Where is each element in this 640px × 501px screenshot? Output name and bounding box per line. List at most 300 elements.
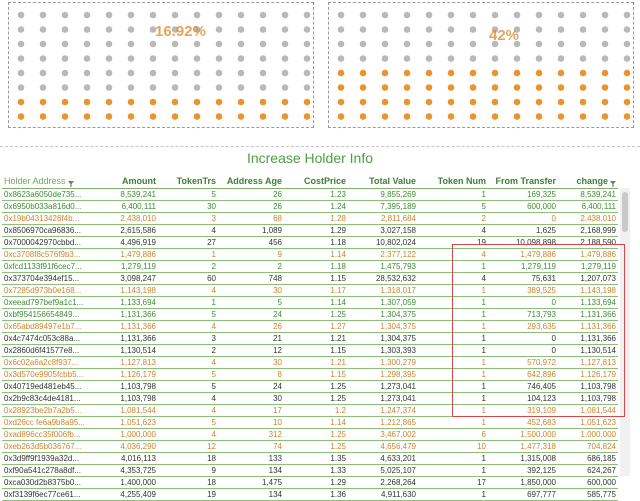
table-cell: 1.35 xyxy=(284,453,348,465)
table-cell: 17 xyxy=(218,405,284,417)
holder-dot-empty xyxy=(536,55,543,62)
table-cell: 1.25 xyxy=(284,309,348,321)
table-row[interactable] xyxy=(2,345,618,357)
holder-dot-empty xyxy=(62,26,69,33)
table-cell: 26 xyxy=(218,321,284,333)
table-cell: 4,911,630 xyxy=(348,489,418,501)
holder-dot-empty xyxy=(18,55,25,62)
table-cell: 1,133,694 xyxy=(100,297,158,309)
holder-dot-empty xyxy=(172,70,179,77)
table-row[interactable] xyxy=(2,465,618,477)
table-cell: 319,109 xyxy=(488,405,558,417)
table-cell: 8,539,241 xyxy=(100,189,158,201)
table-cell: 9 xyxy=(218,249,284,261)
table-row[interactable] xyxy=(2,321,618,333)
table-cell: 0 xyxy=(488,297,558,309)
table-cell: 3,098,247 xyxy=(100,273,158,285)
table-cell: 1 xyxy=(418,465,488,477)
holder-dot-filled xyxy=(194,99,201,106)
table-row[interactable] xyxy=(2,441,618,453)
table-cell: 0x3d9ff9f1939a32d... xyxy=(2,453,100,465)
table-cell: 12 xyxy=(218,345,284,357)
table-cell: 3,027,158 xyxy=(348,225,418,237)
holder-dot-filled xyxy=(382,84,389,91)
table-cell: 1,307,059 xyxy=(348,297,418,309)
table-cell: 1 xyxy=(418,345,488,357)
table-cell: 2,438,010 xyxy=(558,213,618,225)
table-cell: 1,625 xyxy=(488,225,558,237)
holder-dot-empty xyxy=(558,55,565,62)
table-cell: 1.14 xyxy=(284,249,348,261)
table-cell: 585,775 xyxy=(558,489,618,501)
table-row[interactable] xyxy=(2,429,618,441)
holder-dot-empty xyxy=(128,55,135,62)
holder-dot-empty xyxy=(106,84,113,91)
table-cell: 1,303,393 xyxy=(348,345,418,357)
holder-dot-filled xyxy=(624,113,631,120)
table-cell: 1,089 xyxy=(218,225,284,237)
holder-dot-empty xyxy=(194,55,201,62)
holder-dot-empty xyxy=(304,84,311,91)
table-row[interactable] xyxy=(2,201,618,213)
holder-dot-empty xyxy=(404,55,411,62)
table-cell: 1,304,375 xyxy=(348,309,418,321)
holder-dot-filled xyxy=(128,113,135,120)
table-cell: 0x3d570e9905fcbb5... xyxy=(2,369,100,381)
table-cell: 4 xyxy=(158,285,218,297)
holder-dot-filled xyxy=(304,113,311,120)
holder-dot-empty xyxy=(260,41,267,48)
holder-dot-filled xyxy=(216,99,223,106)
holder-dot-empty xyxy=(106,26,113,33)
table-cell: 1,133,694 xyxy=(558,297,618,309)
table-cell: 0xc3708f8c576f9b3... xyxy=(2,249,100,261)
holder-dot-empty xyxy=(580,12,587,19)
table-cell: 4 xyxy=(158,225,218,237)
table-cell: 1.25 xyxy=(284,429,348,441)
holder-dot-empty xyxy=(62,55,69,62)
table-cell: 1.24 xyxy=(284,201,348,213)
column-header-costprice[interactable]: CostPrice xyxy=(284,174,348,189)
table-cell: 4,656,479 xyxy=(348,441,418,453)
table-cell: 0x4c7474c053c88a... xyxy=(2,333,100,345)
holder-dot-empty xyxy=(216,26,223,33)
holder-dot-filled xyxy=(426,113,433,120)
holder-dot-filled xyxy=(238,99,245,106)
table-cell: 1.15 xyxy=(284,345,348,357)
table-cell: 5 xyxy=(158,381,218,393)
holder-dot-empty xyxy=(194,70,201,77)
holder-dot-empty xyxy=(40,70,47,77)
holder-dot-filled xyxy=(382,70,389,77)
table-cell: 1,130,514 xyxy=(100,345,158,357)
table-cell: 686,185 xyxy=(558,453,618,465)
holder-dot-empty xyxy=(84,70,91,77)
table-cell: 4 xyxy=(158,405,218,417)
holder-dot-empty xyxy=(84,55,91,62)
table-cell: 30 xyxy=(218,285,284,297)
holder-dot-filled xyxy=(338,70,345,77)
holder-dot-empty xyxy=(338,55,345,62)
table-cell: 4,036,290 xyxy=(100,441,158,453)
holder-dot-filled xyxy=(338,84,345,91)
dot-grid-left xyxy=(9,3,315,129)
holder-dot-empty xyxy=(602,26,609,33)
table-cell: 0xf3139f6ec77ce61... xyxy=(2,489,100,501)
table-row[interactable] xyxy=(2,237,618,249)
table-row[interactable] xyxy=(2,453,618,465)
table-cell: 2,438,010 xyxy=(100,213,158,225)
holder-dot-filled xyxy=(382,113,389,120)
holder-dot-filled xyxy=(18,99,25,106)
holder-dot-empty xyxy=(448,41,455,48)
table-cell: 0x6c02a6a2c8f937... xyxy=(2,357,100,369)
holder-dot-empty xyxy=(216,55,223,62)
table-cell: 1 xyxy=(418,393,488,405)
table-cell: 1.18 xyxy=(284,237,348,249)
table-cell: 0xd26cc fe6a9b8a95... xyxy=(2,417,100,429)
holder-dot-empty xyxy=(360,41,367,48)
table-cell: 1,126,179 xyxy=(558,369,618,381)
table-cell: 1,131,366 xyxy=(558,333,618,345)
holder-dot-empty xyxy=(382,26,389,33)
table-cell: 2,188,590 xyxy=(558,237,618,249)
table-cell: 1,131,366 xyxy=(558,309,618,321)
holder-dot-empty xyxy=(194,12,201,19)
column-header-token-num[interactable]: Token Num xyxy=(418,174,488,189)
filter-icon[interactable] xyxy=(610,179,616,185)
holder-ratio-panel-left xyxy=(8,2,314,128)
table-cell: 134 xyxy=(218,489,284,501)
holder-dot-filled xyxy=(580,113,587,120)
table-cell: 1,479,886 xyxy=(488,249,558,261)
table-cell: 0xf90a541c278a8df... xyxy=(2,465,100,477)
table-cell: 1,103,798 xyxy=(100,381,158,393)
table-cell: 1.17 xyxy=(284,285,348,297)
table-row[interactable] xyxy=(2,213,618,225)
table-cell: 30 xyxy=(218,393,284,405)
table-cell: 389,525 xyxy=(488,285,558,297)
holder-dot-filled xyxy=(514,99,521,106)
table-cell: 1.25 xyxy=(284,393,348,405)
percent-label-left: 16.92% xyxy=(155,23,206,40)
holder-dot-empty xyxy=(216,12,223,19)
holder-dot-filled xyxy=(40,113,47,120)
column-header-change[interactable]: change xyxy=(558,174,618,189)
table-cell: 1.15 xyxy=(284,273,348,285)
holder-dot-empty xyxy=(172,41,179,48)
table-cell: 312 xyxy=(218,429,284,441)
table-cell: 452,683 xyxy=(488,417,558,429)
holder-dot-empty xyxy=(624,55,631,62)
holder-dot-filled xyxy=(106,99,113,106)
table-cell: 1.14 xyxy=(284,417,348,429)
table-cell: 0x373704e394ef15... xyxy=(2,273,100,285)
holder-dot-filled xyxy=(624,70,631,77)
holder-dot-filled xyxy=(448,99,455,106)
table-cell: 1,207,073 xyxy=(558,273,618,285)
holder-dot-empty xyxy=(40,26,47,33)
table-cell: 570,972 xyxy=(488,357,558,369)
table-cell: 2 xyxy=(158,261,218,273)
holder-dot-empty xyxy=(106,41,113,48)
holder-dot-empty xyxy=(18,12,25,19)
table-cell: 2 xyxy=(218,261,284,273)
table-cell: 0xad896cc35f006fb... xyxy=(2,429,100,441)
holder-dot-filled xyxy=(470,70,477,77)
holder-dot-empty xyxy=(216,70,223,77)
table-cell: 2,615,586 xyxy=(100,225,158,237)
table-cell: 4 xyxy=(418,273,488,285)
table-cell: 26 xyxy=(218,189,284,201)
holder-dot-filled xyxy=(580,99,587,106)
holder-table-container[interactable] xyxy=(2,174,618,499)
table-cell: 10 xyxy=(418,441,488,453)
table-cell: 1,126,179 xyxy=(100,369,158,381)
table-cell: 74 xyxy=(218,441,284,453)
table-cell: 1,400,000 xyxy=(100,477,158,489)
table-cell: 1 xyxy=(158,249,218,261)
table-scrollbar[interactable] xyxy=(620,188,630,476)
column-header-total-value[interactable]: Total Value xyxy=(348,174,418,189)
table-header xyxy=(2,174,618,189)
table-row[interactable] xyxy=(2,333,618,345)
table-row[interactable] xyxy=(2,369,618,381)
column-header-holder-address[interactable]: Holder Address xyxy=(2,174,100,189)
table-row[interactable] xyxy=(2,417,618,429)
holder-dot-empty xyxy=(404,12,411,19)
table-cell: 2,377,122 xyxy=(348,249,418,261)
table-cell: 8 xyxy=(218,369,284,381)
holder-dot-filled xyxy=(62,113,69,120)
table-cell: 1,298,395 xyxy=(348,369,418,381)
holder-dot-filled xyxy=(492,70,499,77)
table-cell: 1.33 xyxy=(284,465,348,477)
holder-dot-empty xyxy=(282,12,289,19)
table-cell: 1,212,865 xyxy=(348,417,418,429)
table-cell: 1,127,813 xyxy=(100,357,158,369)
holder-dot-filled xyxy=(282,113,289,120)
holder-dot-filled xyxy=(558,113,565,120)
holder-dot-empty xyxy=(492,12,499,19)
table-cell: 1,103,798 xyxy=(558,393,618,405)
holder-dot-empty xyxy=(602,12,609,19)
table-cell: 26 xyxy=(218,201,284,213)
holder-dot-empty xyxy=(426,55,433,62)
holder-dot-empty xyxy=(238,41,245,48)
table-cell: 104,123 xyxy=(488,393,558,405)
holder-dot-filled xyxy=(84,99,91,106)
holder-dot-empty xyxy=(282,84,289,91)
table-cell: 0x28923be2b7a2b5... xyxy=(2,405,100,417)
holder-dot-empty xyxy=(194,84,201,91)
table-cell: 169,325 xyxy=(488,189,558,201)
table-cell: 12 xyxy=(158,441,218,453)
table-cell: 5 xyxy=(158,189,218,201)
table-cell: 1 xyxy=(418,309,488,321)
column-header-address-age[interactable]: Address Age xyxy=(218,174,284,189)
holder-dot-empty xyxy=(448,55,455,62)
column-header-from-transfer[interactable]: From Transfer xyxy=(488,174,558,189)
table-row[interactable] xyxy=(2,477,618,489)
holder-dot-filled xyxy=(172,113,179,120)
table-row[interactable] xyxy=(2,357,618,369)
table-cell: 4 xyxy=(418,225,488,237)
holder-dot-filled xyxy=(536,70,543,77)
table-row[interactable] xyxy=(2,285,618,297)
table-cell: 4 xyxy=(158,321,218,333)
table-cell: 17 xyxy=(418,477,488,489)
table-cell: 10 xyxy=(218,417,284,429)
table-cell: 4,353,725 xyxy=(100,465,158,477)
table-cell: 1.21 xyxy=(284,357,348,369)
holder-dot-empty xyxy=(106,12,113,19)
holder-dot-empty xyxy=(304,12,311,19)
table-cell: 1,143,198 xyxy=(558,285,618,297)
table-cell: 24 xyxy=(218,309,284,321)
table-cell: 1 xyxy=(418,261,488,273)
table-cell: 6,400,111 xyxy=(558,201,618,213)
table-cell: 1,479,886 xyxy=(558,249,618,261)
holder-dot-empty xyxy=(382,12,389,19)
table-cell: 18 xyxy=(158,453,218,465)
table-cell: 1,300,279 xyxy=(348,357,418,369)
table-cell: 1.2 xyxy=(284,405,348,417)
holder-dot-empty xyxy=(382,41,389,48)
holder-dot-empty xyxy=(338,26,345,33)
holder-dot-filled xyxy=(404,70,411,77)
table-cell: 18 xyxy=(158,477,218,489)
holder-dot-empty xyxy=(304,26,311,33)
holder-dot-filled xyxy=(492,99,499,106)
table-row[interactable] xyxy=(2,249,618,261)
table-cell: 392,125 xyxy=(488,465,558,477)
table-cell: 456 xyxy=(218,237,284,249)
table-cell: 5 xyxy=(158,369,218,381)
holder-dot-filled xyxy=(62,99,69,106)
table-cell: 30 xyxy=(158,201,218,213)
table-cell: 0x40719ed481eb45... xyxy=(2,381,100,393)
table-cell: 293,635 xyxy=(488,321,558,333)
table-cell: 0 xyxy=(488,333,558,345)
table-cell: 1 xyxy=(418,453,488,465)
holder-dot-empty xyxy=(260,55,267,62)
holder-dot-empty xyxy=(128,41,135,48)
holder-dot-empty xyxy=(128,12,135,19)
table-cell: 6,400,111 xyxy=(100,201,158,213)
holder-dot-empty xyxy=(624,12,631,19)
table-cell: 1,279,119 xyxy=(488,261,558,273)
table-cell: 1.15 xyxy=(284,369,348,381)
holder-dot-filled xyxy=(558,84,565,91)
filter-icon[interactable] xyxy=(68,179,74,185)
holder-dot-empty xyxy=(360,12,367,19)
table-row[interactable] xyxy=(2,381,618,393)
scrollbar-thumb[interactable] xyxy=(622,192,628,232)
table-cell: 748 xyxy=(218,273,284,285)
holder-dot-empty xyxy=(128,70,135,77)
holder-dot-filled xyxy=(448,84,455,91)
table-cell: 1,131,366 xyxy=(100,309,158,321)
holder-dot-filled xyxy=(602,70,609,77)
table-row[interactable] xyxy=(2,225,618,237)
holder-dot-empty xyxy=(470,12,477,19)
table-row[interactable] xyxy=(2,405,618,417)
table-cell: 1.29 xyxy=(284,225,348,237)
holder-dot-empty xyxy=(238,55,245,62)
table-cell: 1,143,198 xyxy=(100,285,158,297)
holder-dot-empty xyxy=(172,84,179,91)
table-cell: 0x7285d973b0e168... xyxy=(2,285,100,297)
holder-dot-empty xyxy=(62,12,69,19)
holder-dot-empty xyxy=(238,12,245,19)
table-row[interactable] xyxy=(2,273,618,285)
table-cell: 0xeb263d5b036767... xyxy=(2,441,100,453)
table-row[interactable] xyxy=(2,489,618,501)
holder-dot-filled xyxy=(470,84,477,91)
column-header-amount[interactable]: Amount xyxy=(100,174,158,189)
holder-dot-filled xyxy=(150,113,157,120)
table-cell: 4 xyxy=(418,249,488,261)
table-cell: 1.25 xyxy=(284,381,348,393)
holder-dot-empty xyxy=(260,26,267,33)
holder-dot-filled xyxy=(238,113,245,120)
holder-dot-filled xyxy=(514,84,521,91)
table-cell: 5 xyxy=(158,417,218,429)
table-cell: 1,273,041 xyxy=(348,381,418,393)
table-cell: 1,131,366 xyxy=(100,321,158,333)
holder-dot-empty xyxy=(40,41,47,48)
holder-dot-empty xyxy=(602,55,609,62)
table-cell: 4,496,919 xyxy=(100,237,158,249)
table-cell: 1,315,008 xyxy=(488,453,558,465)
table-cell: 0x19b04313426f4b... xyxy=(2,213,100,225)
table-cell: 0x7000042970cbbd... xyxy=(2,237,100,249)
table-cell: 1 xyxy=(418,369,488,381)
holder-dot-filled xyxy=(360,84,367,91)
table-cell: 1 xyxy=(418,297,488,309)
table-cell: 5 xyxy=(218,297,284,309)
table-cell: 600,000 xyxy=(558,477,618,489)
holder-dot-empty xyxy=(580,26,587,33)
holder-dot-empty xyxy=(128,84,135,91)
table-row[interactable] xyxy=(2,297,618,309)
table-row[interactable] xyxy=(2,393,618,405)
table-cell: 0 xyxy=(488,213,558,225)
table-cell: 1,081,544 xyxy=(100,405,158,417)
dot-grid-right xyxy=(329,3,635,129)
table-cell: 0x2b9c83c4de4181... xyxy=(2,393,100,405)
table-cell: 24 xyxy=(218,381,284,393)
table-row[interactable] xyxy=(2,261,618,273)
holder-dot-filled xyxy=(536,99,543,106)
holder-dot-empty xyxy=(84,84,91,91)
table-cell: 5,025,107 xyxy=(348,465,418,477)
table-cell: 1.28 xyxy=(284,213,348,225)
table-cell: 1 xyxy=(418,321,488,333)
table-row[interactable] xyxy=(2,189,618,201)
table-cell: 1,081,544 xyxy=(558,405,618,417)
holder-dot-empty xyxy=(150,41,157,48)
table-cell: 27 xyxy=(158,237,218,249)
table-cell: 134 xyxy=(218,465,284,477)
table-cell: 1,000,000 xyxy=(558,429,618,441)
column-header-tokentrs[interactable]: TokenTrs xyxy=(158,174,218,189)
holder-dot-empty xyxy=(404,26,411,33)
holder-dot-empty xyxy=(106,70,113,77)
table-row[interactable] xyxy=(2,309,618,321)
holder-dot-filled xyxy=(624,99,631,106)
